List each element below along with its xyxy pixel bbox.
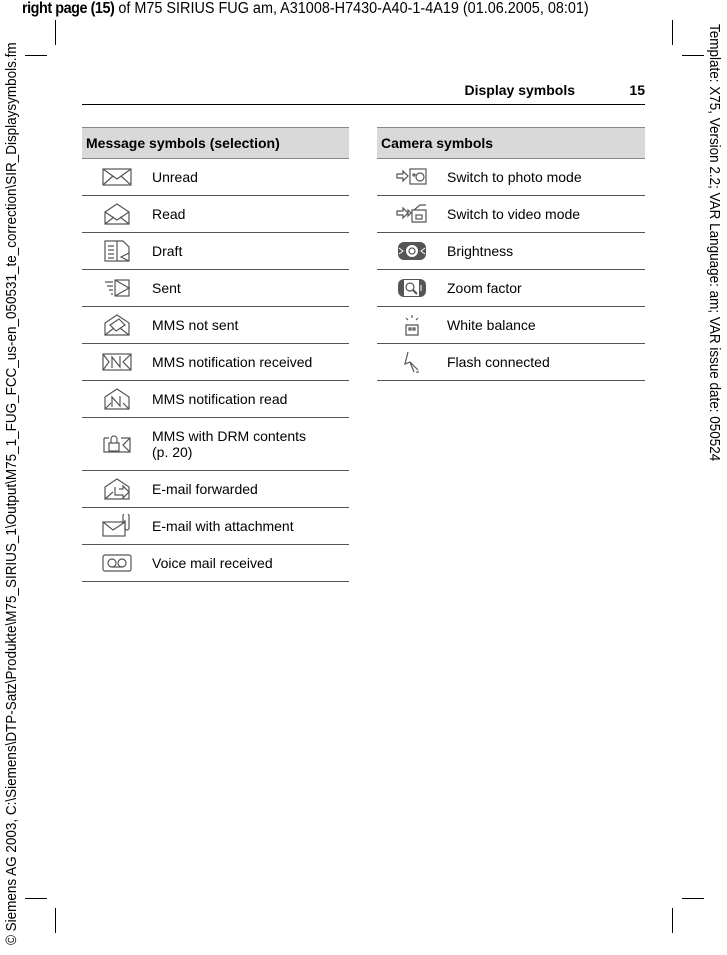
symbol-label: [152, 508, 349, 545]
symbol-label: [152, 381, 349, 418]
table-row: [82, 418, 349, 471]
symbol-label: [152, 418, 349, 471]
crop-mark: [682, 898, 704, 899]
header-rule: [82, 104, 645, 105]
envelope-closed-icon: [82, 159, 152, 196]
symbol-label-text: E-mail with attachment: [152, 518, 294, 534]
table-row: [377, 196, 645, 233]
draft-icon: [82, 233, 152, 270]
crop-mark: [25, 898, 47, 899]
symbol-label: [152, 270, 349, 307]
table-row: [82, 471, 349, 508]
symbol-label-text: E-mail forwarded: [152, 481, 258, 497]
message-symbols-table: [82, 127, 349, 582]
symbol-label-text: MMS not sent: [152, 317, 239, 333]
right-margin-template: Template: X75, Version 2.2; VAR Language: am; VAR issue date: 050524: [706, 24, 722, 462]
table-row: [82, 381, 349, 418]
table-row: [82, 307, 349, 344]
crop-mark: [672, 20, 673, 45]
symbol-label: [152, 471, 349, 508]
symbol-label-text: Switch to photo mode: [447, 169, 582, 185]
video-mode-icon: [377, 196, 447, 233]
symbol-label: [447, 159, 645, 196]
table-row: [377, 270, 645, 307]
symbol-label-text: Brightness: [447, 243, 514, 259]
page-number: 15: [629, 82, 645, 98]
table-row: [82, 196, 349, 233]
crop-mark: [55, 908, 56, 933]
crop-mark: [672, 908, 673, 933]
zoom-icon: [377, 270, 447, 307]
section-title: Display symbols: [464, 82, 575, 98]
white-balance-icon: [377, 307, 447, 344]
symbol-label-text: Flash connected: [447, 354, 550, 370]
symbol-label-text: MMS notification received: [152, 354, 313, 370]
print-info-line: [22, 0, 589, 18]
symbol-label: [447, 270, 645, 307]
symbol-label-text: MMS notification read: [152, 391, 288, 407]
email-attachment-icon: [82, 508, 152, 545]
print-doc-info: of M75 SIRIUS FUG am, A31008-H7430-A40-1-4A19 (01.06.2005, 08:01): [114, 0, 589, 17]
symbol-label-text: Unread: [152, 169, 198, 185]
symbol-label-text: Switch to video mode: [447, 206, 581, 222]
symbol-label-text: Voice mail received: [152, 555, 273, 571]
symbol-label-text: White balance: [447, 317, 536, 333]
symbol-label-text: Sent: [152, 280, 181, 296]
table-row: [377, 307, 645, 344]
table-row: [82, 233, 349, 270]
symbol-label: [152, 344, 349, 381]
crop-mark: [55, 20, 56, 45]
table-row: [82, 159, 349, 196]
table-row: [82, 508, 349, 545]
table-row: [377, 344, 645, 381]
table-heading: Camera symbols: [377, 128, 645, 159]
print-page-ref: right page (15): [22, 0, 115, 17]
voicemail-icon: [82, 545, 152, 582]
symbol-label: [152, 545, 349, 582]
table-row: [82, 545, 349, 582]
table-row: [377, 233, 645, 270]
envelope-open-icon: [82, 196, 152, 233]
mms-notification-read-icon: [82, 381, 152, 418]
symbol-label: [152, 233, 349, 270]
drm-lock-icon: [82, 418, 152, 471]
table-heading: Message symbols (selection): [82, 128, 349, 159]
symbol-label-text: MMS with DRM contents: [152, 428, 307, 444]
page-reference: (p. 20): [152, 444, 193, 460]
table-row: [82, 270, 349, 307]
left-margin-path: © Siemens AG 2003, C:\Siemens\DTP-Satz\Produkte\M75_SIRIUS_1\Output\M75_1_FUG_FCC_us-en_050531_te_correction\SIR_Displaysymbols.fm: [4, 42, 20, 945]
symbol-label: [447, 196, 645, 233]
symbol-label: [152, 307, 349, 344]
mms-notification-icon: [82, 344, 152, 381]
symbol-label: [447, 344, 645, 381]
sent-icon: [82, 270, 152, 307]
symbol-label-text: Read: [152, 206, 186, 222]
email-forward-icon: [82, 471, 152, 508]
symbol-label-text: Draft: [152, 243, 183, 259]
brightness-icon: [377, 233, 447, 270]
symbol-label: [152, 196, 349, 233]
symbol-label: [447, 307, 645, 344]
table-row: [82, 344, 349, 381]
crop-mark: [682, 55, 704, 56]
photo-mode-icon: [377, 159, 447, 196]
symbol-label: [447, 233, 645, 270]
crop-mark: [25, 55, 47, 56]
symbol-label: [152, 159, 349, 196]
table-row: [377, 159, 645, 196]
symbol-label-text: Zoom factor: [447, 280, 522, 296]
flash-icon: [377, 344, 447, 381]
mms-not-sent-icon: [82, 307, 152, 344]
camera-symbols-table: [377, 127, 645, 381]
